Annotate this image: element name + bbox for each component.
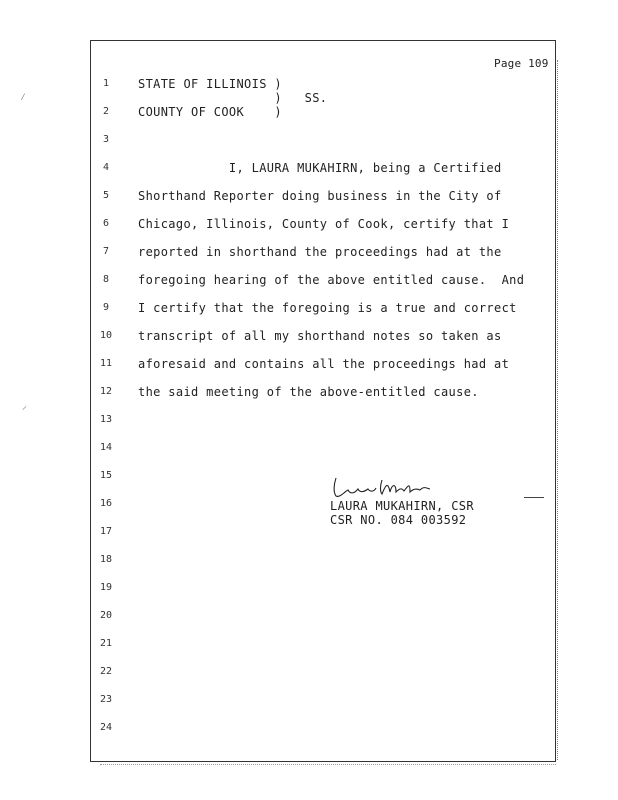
line-number: 3 (102, 134, 110, 145)
handwritten-signature (330, 474, 440, 502)
line-number: 19 (99, 582, 113, 593)
line-number: 21 (99, 638, 113, 649)
line-number: 12 (99, 386, 113, 397)
scan-artifact: ⁄ (20, 92, 27, 103)
caption-state-line: STATE OF ILLINOIS ) (138, 77, 282, 91)
reporter-name-line: LAURA MUKAHIRN, CSR (330, 499, 474, 513)
transcript-page-frame (90, 40, 556, 762)
margin-dash-mark (524, 497, 544, 498)
body-line: Shorthand Reporter doing business in the City of (138, 189, 502, 203)
line-number: 2 (102, 106, 110, 117)
caption-county-line: COUNTY OF COOK ) (138, 105, 282, 119)
line-number: 9 (102, 302, 110, 313)
line-number: 20 (99, 610, 113, 621)
body-line: I, LAURA MUKAHIRN, being a Certified (138, 161, 502, 175)
line-number: 15 (99, 470, 113, 481)
line-number: 17 (99, 526, 113, 537)
margin-tick-marks (557, 60, 561, 760)
caption-ss-line: ) SS. (138, 91, 328, 105)
body-line: I certify that the foregoing is a true and correct (138, 301, 517, 315)
body-line: Chicago, Illinois, County of Cook, certify that I (138, 217, 510, 231)
line-number: 11 (99, 358, 113, 369)
line-number: 22 (99, 666, 113, 677)
line-number: 16 (99, 498, 113, 509)
body-line: aforesaid and contains all the proceedings had at (138, 357, 510, 371)
scan-artifact: ⸝ (22, 401, 27, 412)
line-number: 13 (99, 414, 113, 425)
line-number: 14 (99, 442, 113, 453)
body-line: foregoing hearing of the above entitled cause. And (138, 273, 525, 287)
line-number: 5 (102, 190, 110, 201)
bottom-scan-noise (100, 764, 556, 765)
line-number: 4 (102, 162, 110, 173)
line-number: 8 (102, 274, 110, 285)
line-number: 1 (102, 78, 110, 89)
body-line: transcript of all my shorthand notes so taken as (138, 329, 502, 343)
line-number: 18 (99, 554, 113, 565)
page-number: Page 109 (494, 57, 549, 70)
line-number: 6 (102, 218, 110, 229)
body-line: the said meeting of the above-entitled cause. (138, 385, 479, 399)
line-number: 24 (99, 722, 113, 733)
line-number: 7 (102, 246, 110, 257)
line-number: 10 (99, 330, 113, 341)
reporter-license-line: CSR NO. 084 003592 (330, 513, 467, 527)
body-line: reported in shorthand the proceedings had at the (138, 245, 502, 259)
line-number: 23 (99, 694, 113, 705)
